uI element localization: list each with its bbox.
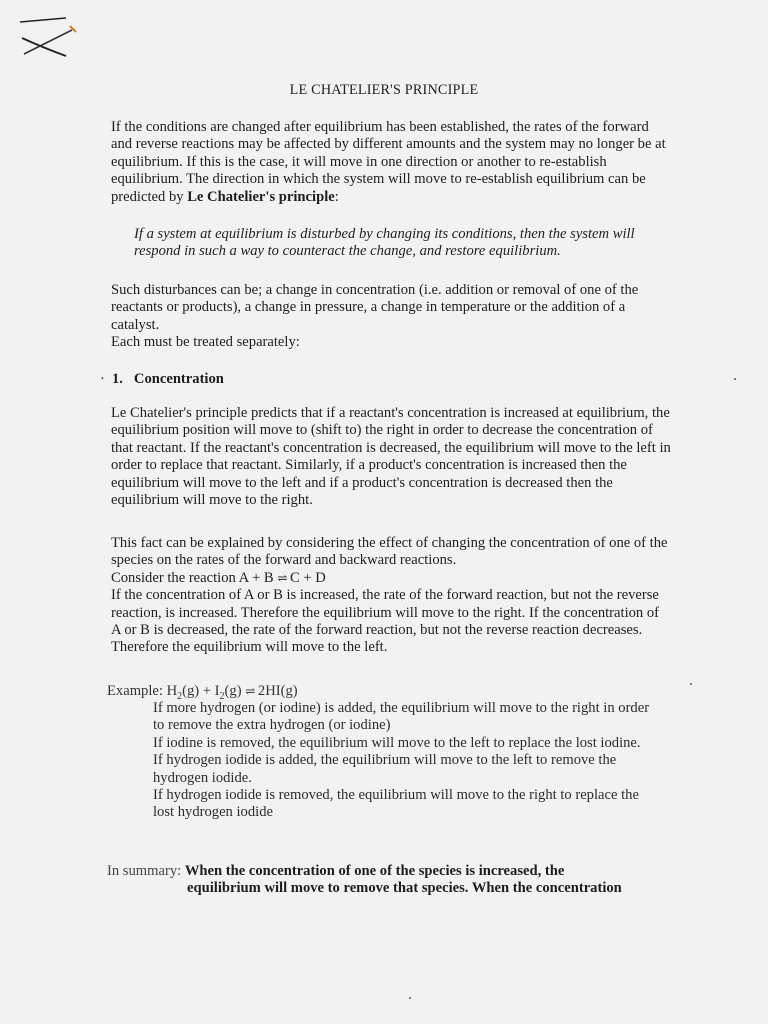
principle-quote: If a system at equilibrium is disturbed by changing its conditions, then the system will respond in such a way to counteract the change, and restore equilibrium. — [134, 226, 635, 260]
section-number: 1. — [112, 371, 123, 387]
summary-block — [107, 863, 667, 898]
paper-speck — [409, 997, 411, 999]
example-list — [153, 700, 653, 822]
section-heading — [112, 371, 224, 388]
intro-bold-term: Le Chatelier's principle — [187, 188, 335, 205]
reaction-prefix: Consider the reaction A + B — [111, 569, 278, 586]
list-item: If hydrogen iodide is removed, the equilibrium will move to the right to replace the lost hydrogen iodide — [153, 787, 639, 821]
eq-g1: (g) + I — [182, 683, 220, 699]
intro-end: : — [334, 188, 339, 205]
list-item: If more hydrogen (or iodine) is added, the equilibrium will move to the right in order to remove the extra hydrogen (or iodine) — [153, 700, 650, 734]
list-item: If hydrogen iodide is added, the equilibrium will move to the left to remove the hydrogen iodide. — [153, 752, 617, 786]
summary-bold-line1: When the concentration of one of the species is increased, the — [184, 863, 565, 879]
equilibrium-arrow-icon: ⇌ — [245, 684, 255, 698]
page-title: LE CHATELIER'S PRINCIPLE — [289, 82, 479, 98]
paper-speck — [690, 683, 692, 685]
eq-g2: (g) — [224, 683, 246, 699]
paper-speck — [734, 378, 736, 380]
disturbances-text: Such disturbances can be; a change in concentration (i.e. addition or removal of one of the reactants or products), a change in pressure, a change in temperature or the addition of a catalyst. — [111, 282, 639, 333]
eq-product: 2HI(g) — [254, 683, 298, 699]
eq-h-sub: 2 — [177, 690, 183, 702]
explanation-paragraph — [111, 535, 671, 657]
disturbances-line2: Each must be treated separately: — [111, 334, 300, 351]
eq-h: H — [166, 683, 178, 699]
pen-mark-icon — [14, 8, 84, 58]
example-label: Example: — [107, 683, 167, 699]
intro-text: If the conditions are changed after equilibrium has been established, the rates of the forward and reverse reactions may be affected by different amounts and the system may no longer be at equilibrium. If this is the case, it will move in one direction or another to re-establish equilibrium. The direction in which the system will move to re-establish equilibrium can be predicted by — [111, 119, 666, 205]
equilibrium-arrow-icon: ⇌ — [277, 570, 287, 585]
summary-bold-line2: equilibrium will move to remove that species. When the concentration — [187, 880, 622, 897]
explanation-rest: If the concentration of A or B is increased, the rate of the forward reaction, but not the reverse reaction, is increased. Therefore the equilibrium will move to the right. If the concentration of A or B is decreased, the rate of the forward reaction, but not the reverse reaction decreases. Therefore the equilibrium will move to the left. — [111, 587, 660, 656]
list-item: If iodine is removed, the equilibrium will move to the left to replace the lost iodine. — [153, 734, 641, 751]
disturbances-paragraph — [111, 282, 671, 352]
section-title: Concentration — [133, 371, 224, 387]
intro-paragraph — [111, 119, 671, 206]
bullet-dot: · — [100, 371, 105, 387]
reaction-suffix: C + D — [286, 569, 326, 586]
summary-label: In summary: — [107, 863, 185, 879]
concentration-paragraph: Le Chatelier's principle predicts that if a reactant's concentration is increased at equilibrium, the equilibrium position will move to (shift to) the right in order to decrease the concentration of that reactant. If the reactant's concentration is decreased, the equilibrium will move to the left in order to replace that reactant. Similarly, if a product's concentration is increased then the equilibrium will move to the left and if a product's concentration is decreased then the equilibrium will move to the right. — [111, 405, 671, 509]
eq-i-sub: 2 — [219, 690, 225, 702]
explanation-line1: This fact can be explained by considering the effect of changing the concentration of one of the species on the rates of the forward and backward reactions. — [111, 535, 668, 569]
example-equation — [107, 683, 687, 700]
